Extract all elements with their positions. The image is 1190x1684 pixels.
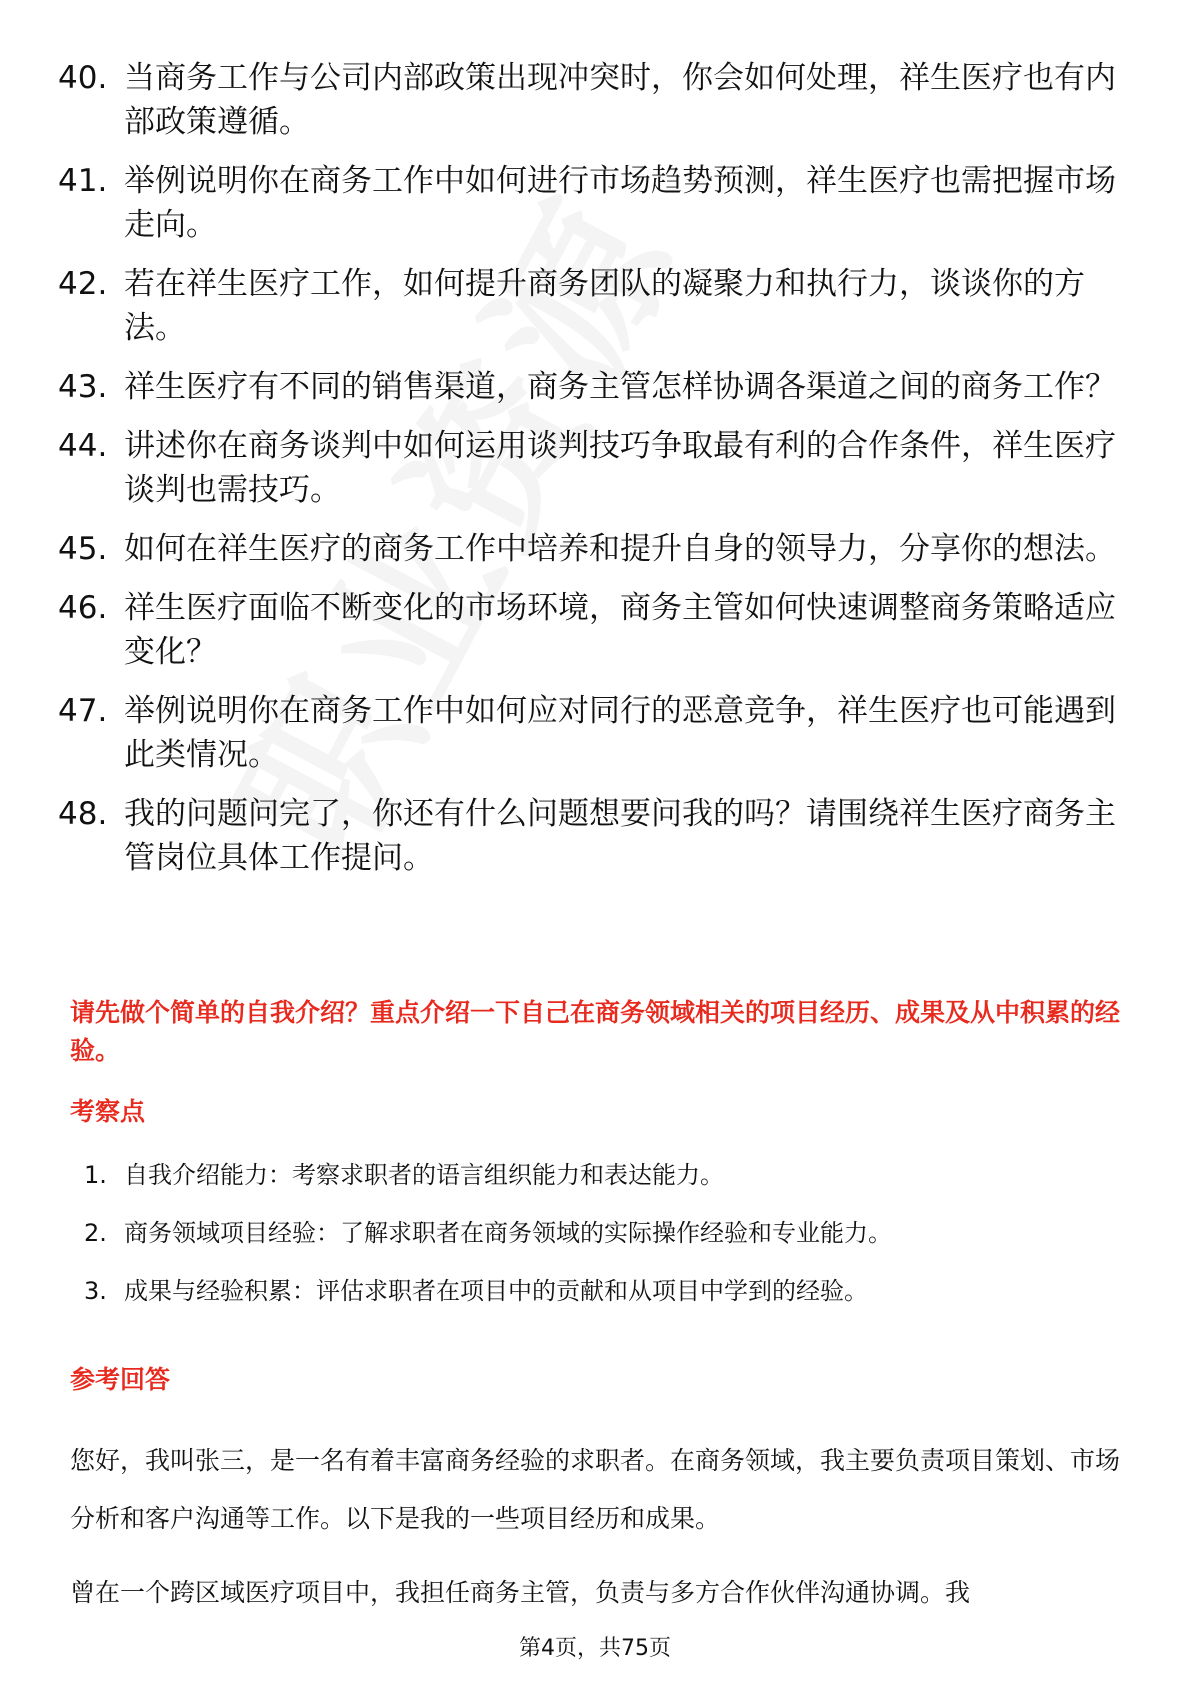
highlight-question: 请先做个简单的自我介绍？重点介绍一下自己在商务领域相关的项目经历、成果及从中积累的经验。	[70, 998, 1121, 1065]
question-text: 举例说明你在商务工作中如何进行市场趋势预测，祥生医疗也需把握市场走向。	[124, 163, 1116, 243]
point-item	[84, 1158, 892, 1192]
answer-heading: 参考回答	[70, 1365, 171, 1394]
points-heading: 考察点	[70, 1097, 146, 1126]
point-text: 自我介绍能力：考察求职者的语言组织能力和表达能力。	[124, 1161, 724, 1189]
point-number: 2.	[84, 1219, 107, 1247]
question-item	[58, 56, 1138, 144]
question-text: 当商务工作与公司内部政策出现冲突时，你会如何处理，祥生医疗也有内部政策遵循。	[124, 60, 1116, 140]
points-list	[84, 1158, 892, 1332]
question-number: 40.	[58, 60, 108, 96]
point-number: 3.	[84, 1277, 107, 1305]
question-item	[58, 527, 1138, 571]
question-text: 祥生医疗面临不断变化的市场环境，商务主管如何快速调整商务策略适应变化？	[124, 590, 1116, 670]
question-number: 46.	[58, 590, 108, 626]
question-text: 举例说明你在商务工作中如何应对同行的恶意竞争，祥生医疗也可能遇到此类情况。	[124, 693, 1116, 773]
question-number: 41.	[58, 163, 108, 199]
question-number: 42.	[58, 266, 108, 302]
question-item	[58, 689, 1138, 777]
question-number: 47.	[58, 693, 108, 729]
question-number: 43.	[58, 369, 108, 405]
question-number: 45.	[58, 531, 108, 567]
question-text: 如何在祥生医疗的商务工作中培养和提升自身的领导力，分享你的想法。	[124, 531, 1116, 567]
question-item	[58, 586, 1138, 674]
question-item	[58, 792, 1138, 880]
question-text: 我的问题问完了，你还有什么问题想要问我的吗？请围绕祥生医疗商务主管岗位具体工作提问。	[124, 796, 1116, 876]
answer-paragraph: 曾在一个跨区域医疗项目中，我担任商务主管，负责与多方合作伙伴沟通协调。我	[70, 1578, 971, 1607]
question-item	[58, 365, 1138, 409]
question-number: 48.	[58, 796, 108, 832]
question-item	[58, 159, 1138, 247]
question-text: 若在祥生医疗工作，如何提升商务团队的凝聚力和执行力，谈谈你的方法。	[124, 266, 1085, 346]
question-list	[58, 56, 1138, 895]
point-item	[84, 1216, 892, 1250]
point-text: 商务领域项目经验：了解求职者在商务领域的实际操作经验和专业能力。	[124, 1219, 892, 1247]
question-text: 讲述你在商务谈判中如何运用谈判技巧争取最有利的合作条件，祥生医疗谈判也需技巧。	[124, 428, 1116, 508]
answer-paragraph: 您好，我叫张三，是一名有着丰富商务经验的求职者。在商务领域，我主要负责项目策划、市场分析和客户沟通等工作。以下是我的一些项目经历和成果。	[70, 1446, 1121, 1533]
question-item	[58, 424, 1138, 512]
question-number: 44.	[58, 428, 108, 464]
page-footer: 第4页，共75页	[519, 1636, 671, 1661]
question-text: 祥生医疗有不同的销售渠道，商务主管怎样协调各渠道之间的商务工作？	[124, 369, 1116, 405]
point-text: 成果与经验积累：评估求职者在项目中的贡献和从项目中学到的经验。	[124, 1277, 868, 1305]
point-item	[84, 1274, 892, 1308]
question-item	[58, 262, 1138, 350]
point-number: 1.	[84, 1161, 107, 1189]
